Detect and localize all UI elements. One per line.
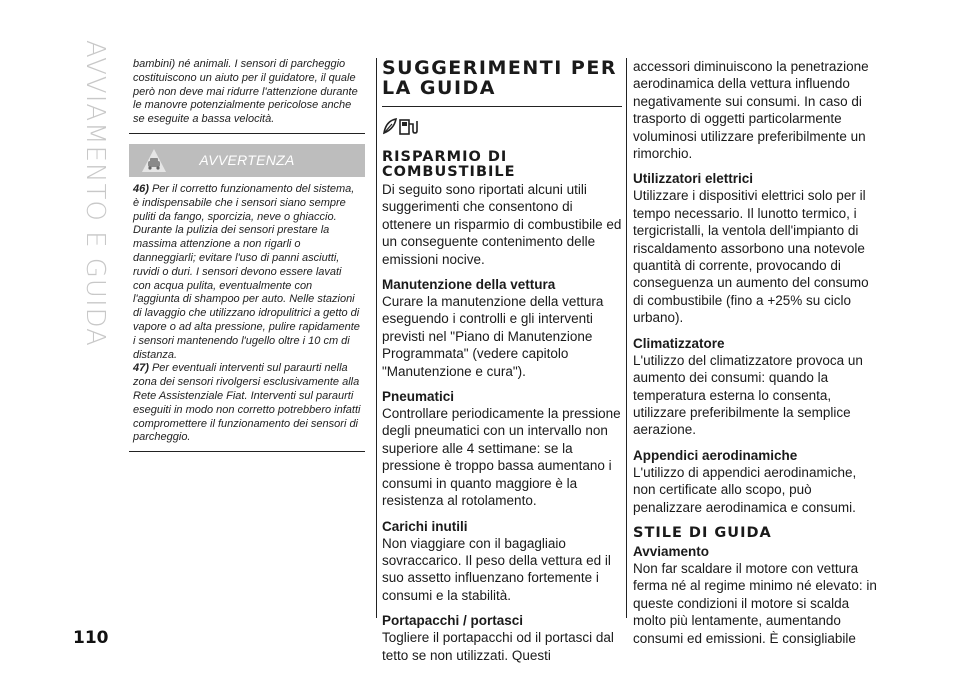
subsection-heading: Utilizzatori elettrici	[633, 171, 754, 187]
warning-item	[133, 183, 361, 362]
warning-item-number: 47)	[133, 362, 149, 375]
section-intro: Di seguito sono riportati alcuni utili suggerimenti che consentono di ottenere un risparmio di combustibile ed un conseguente contenimento delle emissioni nocive.	[382, 182, 622, 267]
subsection-text: Utilizzare i dispositivi elettrici solo per il tempo necessario. Il lunotto termico, i tergicristalli, la ventola dell'impianto di riscaldamento assorbono una notevole quantità di corrente, provocando di conseguenza un aumento del consumo di combustibile (fino a +25% su ciclo urbano).	[633, 188, 869, 326]
right-column	[633, 58, 878, 647]
side-chapter-title: AVVIAMENTO E GUIDA	[80, 40, 110, 347]
middle-column	[382, 58, 622, 664]
subsection-heading: Pneumatici	[382, 389, 455, 405]
column-divider	[626, 58, 627, 618]
subsection-heading: Climatizzatore	[633, 335, 725, 351]
subsection-text: Togliere il portapacchi od il portasci dal tetto se non utilizzati. Questi	[382, 630, 614, 663]
warning-item-text: Per eventuali interventi sul paraurti nella zona dei sensori rivolgersi esclusivamente alla Rete Assistenziale Fiat. Interventi sul paraurti eseguiti in modo non corretto potrebbero infatti compromettere il funzionamento dei sensori di parcheggio.	[133, 362, 361, 444]
chapter-section-title: SUGGERIMENTI PER LA GUIDA	[382, 58, 622, 107]
left-column	[129, 58, 365, 452]
subsection-heading: Avviamento	[633, 543, 710, 559]
warning-body	[129, 177, 365, 452]
subsection-text: L'utilizzo del climatizzatore provoca un aumento dei consumi: quando la temperatura esterna lo consenta, utilizzare preferibilmente la semplice aerazione.	[633, 352, 863, 438]
warning-title: AVVERTENZA	[199, 152, 295, 169]
warning-item-text: Per il corretto funzionamento del sistema, è indispensabile che i sensori siano sempre puliti da fango, sporcizia, neve o ghiaccio. Durante la pulizia dei sensori prestare la massima attenzione a non rigarli o danneggiarli; evitare l'uso di panni asciutti, ruvidi o duri. I sensori devono essere lavati con acqua pulita, eventualmente con l'aggiunta di shampoo per auto. Nelle stazioni di lavaggio che utilizzano idropulitrici a getto di vapore o ad alta pressione, pulire rapidamente i sensori mantenendo l'ugello oltre i 10 cm di distanza.	[133, 182, 360, 361]
subsection-text: Non far scaldare il motore con vettura ferma né al regime minimo né elevato: in queste condizioni il motore si scalda molto più lentamente, aumentando consumi ed emissioni. È consigliabile	[633, 560, 877, 646]
eco-fuel-icon	[382, 115, 422, 137]
subsection-heading: Portapacchi / portasci	[382, 613, 524, 629]
page-number: 110	[73, 628, 109, 648]
subsection-heading: Carichi inutili	[382, 518, 468, 534]
subsection-text: Controllare periodicamente la pressione degli pneumatici con un intervallo non superiore alle 4 settimane: se la pressione è troppo bassa aumentano i consumi in quanto maggiore è la resistenza al rotolamento.	[382, 406, 621, 509]
warning-item	[133, 362, 361, 445]
subsection-heading: Manutenzione della vettura	[382, 277, 556, 293]
section-title: RISPARMIO DI COMBUSTIBILE	[382, 149, 516, 180]
subsection-text: Curare la manutenzione della vettura eseguendo i controlli e gli interventi previsti nel "Piano di Manutenzione Programmata" (vedere capitolo "Manutenzione e cura").	[382, 294, 604, 379]
warning-header	[129, 144, 365, 177]
intro-text: bambini) né animali. I sensori di parcheggio costituiscono un aiuto per il guidatore, il quale però non deve mai ridurre l'attenzione durante le manovre potenzialmente pericolose anche se eseguite a bassa velocità.	[129, 58, 365, 134]
subsection-text: L'utilizzo di appendici aerodinamiche, non certificate allo scopo, può penalizzare aerodinamica e consumi.	[633, 464, 857, 515]
subsection-text: Non viaggiare con il bagagliaio sovraccarico. Il peso della vettura ed il suo assetto influenzano fortemente i consumi e la stabilità.	[382, 535, 611, 603]
car-sensor-warning-icon	[141, 148, 167, 174]
column-divider	[376, 58, 377, 618]
subsection-heading: Appendici aerodinamiche	[633, 447, 798, 463]
continuation-text: accessori diminuiscono la penetrazione aerodinamica della vettura influendo negativamente sui consumi. In caso di trasporto di oggetti particolarmente voluminosi utilizzare preferibilmente un rimorchio.	[633, 59, 869, 162]
section-title: STILE DI GUIDA	[633, 524, 772, 541]
warning-item-number: 46)	[133, 182, 149, 195]
